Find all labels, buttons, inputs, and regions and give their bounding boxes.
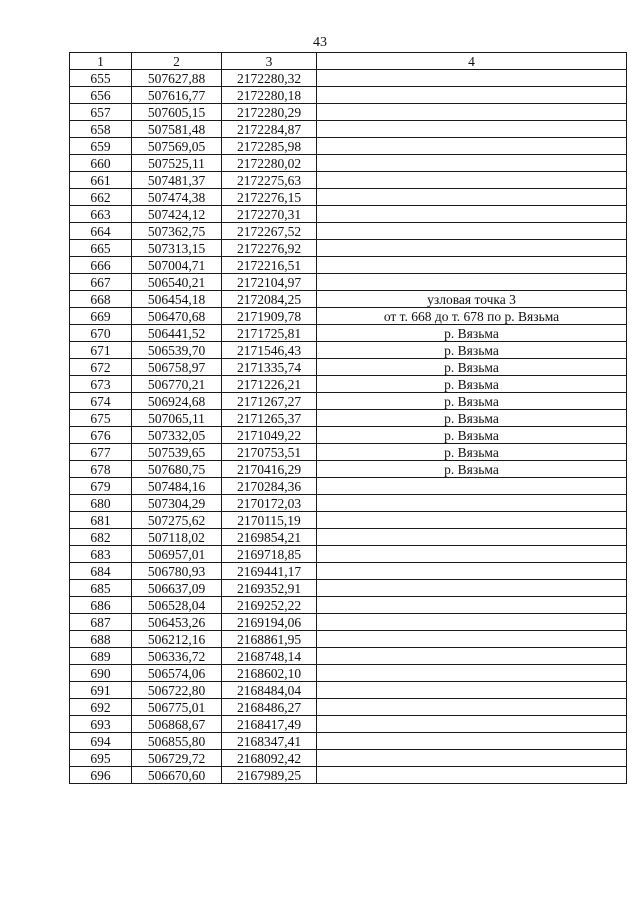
- description-cell: [317, 138, 627, 155]
- point-number-cell: 690: [70, 665, 132, 682]
- table-row: [70, 529, 627, 546]
- x-coordinate-cell: 507680,75: [132, 461, 222, 478]
- table-row: [70, 342, 627, 359]
- y-coordinate-cell: 2172267,52: [222, 223, 317, 240]
- column-header-x: 2: [132, 53, 222, 70]
- x-coordinate-cell: 506770,21: [132, 376, 222, 393]
- point-number-cell: 678: [70, 461, 132, 478]
- description-cell: [317, 478, 627, 495]
- x-coordinate-cell: 506540,21: [132, 274, 222, 291]
- coordinates-table: [69, 52, 627, 784]
- y-coordinate-cell: 2172280,02: [222, 155, 317, 172]
- table-row: [70, 172, 627, 189]
- description-cell: [317, 240, 627, 257]
- point-number-cell: 656: [70, 87, 132, 104]
- table-row: [70, 546, 627, 563]
- point-number-cell: 682: [70, 529, 132, 546]
- table-row: [70, 495, 627, 512]
- table-row: [70, 376, 627, 393]
- y-coordinate-cell: 2170115,19: [222, 512, 317, 529]
- description-cell: р. Вязьма: [317, 444, 627, 461]
- point-number-cell: 680: [70, 495, 132, 512]
- y-coordinate-cell: 2172216,51: [222, 257, 317, 274]
- y-coordinate-cell: 2168486,27: [222, 699, 317, 716]
- point-number-cell: 667: [70, 274, 132, 291]
- x-coordinate-cell: 506670,60: [132, 767, 222, 784]
- table-row: [70, 512, 627, 529]
- point-number-cell: 694: [70, 733, 132, 750]
- x-coordinate-cell: 507481,37: [132, 172, 222, 189]
- point-number-cell: 689: [70, 648, 132, 665]
- x-coordinate-cell: 506957,01: [132, 546, 222, 563]
- y-coordinate-cell: 2170753,51: [222, 444, 317, 461]
- x-coordinate-cell: 507304,29: [132, 495, 222, 512]
- y-coordinate-cell: 2169441,17: [222, 563, 317, 580]
- table-row: [70, 104, 627, 121]
- x-coordinate-cell: 506775,01: [132, 699, 222, 716]
- description-cell: [317, 206, 627, 223]
- x-coordinate-cell: 507616,77: [132, 87, 222, 104]
- description-cell: р. Вязьма: [317, 376, 627, 393]
- point-number-cell: 692: [70, 699, 132, 716]
- description-cell: [317, 665, 627, 682]
- y-coordinate-cell: 2168602,10: [222, 665, 317, 682]
- description-cell: [317, 172, 627, 189]
- description-cell: [317, 767, 627, 784]
- x-coordinate-cell: 506212,16: [132, 631, 222, 648]
- x-coordinate-cell: 507313,15: [132, 240, 222, 257]
- y-coordinate-cell: 2172084,25: [222, 291, 317, 308]
- table-row: [70, 733, 627, 750]
- table-row: [70, 767, 627, 784]
- point-number-cell: 669: [70, 308, 132, 325]
- description-cell: [317, 546, 627, 563]
- table-row: [70, 682, 627, 699]
- x-coordinate-cell: 506855,80: [132, 733, 222, 750]
- description-cell: [317, 682, 627, 699]
- x-coordinate-cell: 507065,11: [132, 410, 222, 427]
- description-cell: [317, 155, 627, 172]
- y-coordinate-cell: 2171049,22: [222, 427, 317, 444]
- y-coordinate-cell: 2170284,36: [222, 478, 317, 495]
- description-cell: [317, 648, 627, 665]
- description-cell: р. Вязьма: [317, 359, 627, 376]
- point-number-cell: 681: [70, 512, 132, 529]
- table-row: [70, 665, 627, 682]
- y-coordinate-cell: 2167989,25: [222, 767, 317, 784]
- x-coordinate-cell: 506924,68: [132, 393, 222, 410]
- y-coordinate-cell: 2168347,41: [222, 733, 317, 750]
- y-coordinate-cell: 2171909,78: [222, 308, 317, 325]
- y-coordinate-cell: 2171265,37: [222, 410, 317, 427]
- table-row: [70, 410, 627, 427]
- y-coordinate-cell: 2169252,22: [222, 597, 317, 614]
- x-coordinate-cell: 507118,02: [132, 529, 222, 546]
- y-coordinate-cell: 2172280,29: [222, 104, 317, 121]
- table-row: [70, 563, 627, 580]
- x-coordinate-cell: 507332,05: [132, 427, 222, 444]
- description-cell: р. Вязьма: [317, 342, 627, 359]
- x-coordinate-cell: 506539,70: [132, 342, 222, 359]
- point-number-cell: 676: [70, 427, 132, 444]
- point-number-cell: 691: [70, 682, 132, 699]
- table-row: [70, 699, 627, 716]
- description-cell: [317, 223, 627, 240]
- point-number-cell: 661: [70, 172, 132, 189]
- x-coordinate-cell: 506454,18: [132, 291, 222, 308]
- table-row: [70, 580, 627, 597]
- description-cell: [317, 189, 627, 206]
- table-row: [70, 444, 627, 461]
- description-cell: от т. 668 до т. 678 по р. Вязьма: [317, 308, 627, 325]
- description-cell: [317, 104, 627, 121]
- description-cell: [317, 87, 627, 104]
- x-coordinate-cell: 506574,06: [132, 665, 222, 682]
- x-coordinate-cell: 506780,93: [132, 563, 222, 580]
- y-coordinate-cell: 2168484,04: [222, 682, 317, 699]
- column-header-point: 1: [70, 53, 132, 70]
- table-row: [70, 614, 627, 631]
- x-coordinate-cell: 506528,04: [132, 597, 222, 614]
- x-coordinate-cell: 506336,72: [132, 648, 222, 665]
- description-cell: р. Вязьма: [317, 427, 627, 444]
- description-cell: [317, 563, 627, 580]
- x-coordinate-cell: 507275,62: [132, 512, 222, 529]
- table-row: [70, 750, 627, 767]
- x-coordinate-cell: 507424,12: [132, 206, 222, 223]
- x-coordinate-cell: 507004,71: [132, 257, 222, 274]
- y-coordinate-cell: 2172285,98: [222, 138, 317, 155]
- description-cell: [317, 512, 627, 529]
- y-coordinate-cell: 2169194,06: [222, 614, 317, 631]
- description-cell: р. Вязьма: [317, 461, 627, 478]
- y-coordinate-cell: 2171335,74: [222, 359, 317, 376]
- y-coordinate-cell: 2169718,85: [222, 546, 317, 563]
- point-number-cell: 668: [70, 291, 132, 308]
- description-cell: [317, 580, 627, 597]
- point-number-cell: 666: [70, 257, 132, 274]
- description-cell: [317, 274, 627, 291]
- description-cell: [317, 529, 627, 546]
- point-number-cell: 684: [70, 563, 132, 580]
- table-row: [70, 716, 627, 733]
- x-coordinate-cell: 507484,16: [132, 478, 222, 495]
- point-number-cell: 674: [70, 393, 132, 410]
- y-coordinate-cell: 2168861,95: [222, 631, 317, 648]
- point-number-cell: 683: [70, 546, 132, 563]
- point-number-cell: 671: [70, 342, 132, 359]
- table-row: [70, 155, 627, 172]
- point-number-cell: 687: [70, 614, 132, 631]
- table-row: [70, 291, 627, 308]
- description-cell: [317, 597, 627, 614]
- x-coordinate-cell: 507605,15: [132, 104, 222, 121]
- point-number-cell: 675: [70, 410, 132, 427]
- point-number-cell: 693: [70, 716, 132, 733]
- table-row: [70, 206, 627, 223]
- table-row: [70, 461, 627, 478]
- table-row: [70, 631, 627, 648]
- description-cell: [317, 733, 627, 750]
- point-number-cell: 662: [70, 189, 132, 206]
- y-coordinate-cell: 2171226,21: [222, 376, 317, 393]
- x-coordinate-cell: 507362,75: [132, 223, 222, 240]
- column-header-description: 4: [317, 53, 627, 70]
- description-cell: р. Вязьма: [317, 410, 627, 427]
- description-cell: р. Вязьма: [317, 393, 627, 410]
- point-number-cell: 665: [70, 240, 132, 257]
- point-number-cell: 670: [70, 325, 132, 342]
- x-coordinate-cell: 507581,48: [132, 121, 222, 138]
- x-coordinate-cell: 507539,65: [132, 444, 222, 461]
- y-coordinate-cell: 2168748,14: [222, 648, 317, 665]
- y-coordinate-cell: 2172276,92: [222, 240, 317, 257]
- description-cell: [317, 495, 627, 512]
- y-coordinate-cell: 2172270,31: [222, 206, 317, 223]
- y-coordinate-cell: 2168417,49: [222, 716, 317, 733]
- y-coordinate-cell: 2172276,15: [222, 189, 317, 206]
- y-coordinate-cell: 2172280,18: [222, 87, 317, 104]
- y-coordinate-cell: 2168092,42: [222, 750, 317, 767]
- x-coordinate-cell: 507569,05: [132, 138, 222, 155]
- table-row: [70, 121, 627, 138]
- point-number-cell: 685: [70, 580, 132, 597]
- x-coordinate-cell: 507627,88: [132, 70, 222, 87]
- point-number-cell: 655: [70, 70, 132, 87]
- table-row: [70, 223, 627, 240]
- y-coordinate-cell: 2171267,27: [222, 393, 317, 410]
- x-coordinate-cell: 506441,52: [132, 325, 222, 342]
- table-row: [70, 70, 627, 87]
- y-coordinate-cell: 2172104,97: [222, 274, 317, 291]
- table-row: [70, 257, 627, 274]
- table-row: [70, 648, 627, 665]
- point-number-cell: 659: [70, 138, 132, 155]
- table-row: [70, 597, 627, 614]
- y-coordinate-cell: 2172280,32: [222, 70, 317, 87]
- x-coordinate-cell: 506470,68: [132, 308, 222, 325]
- y-coordinate-cell: 2169854,21: [222, 529, 317, 546]
- description-cell: р. Вязьма: [317, 325, 627, 342]
- y-coordinate-cell: 2169352,91: [222, 580, 317, 597]
- table-row: [70, 240, 627, 257]
- point-number-cell: 657: [70, 104, 132, 121]
- table-header-row: [70, 53, 627, 70]
- y-coordinate-cell: 2171725,81: [222, 325, 317, 342]
- x-coordinate-cell: 506729,72: [132, 750, 222, 767]
- description-cell: [317, 750, 627, 767]
- table-row: [70, 393, 627, 410]
- point-number-cell: 660: [70, 155, 132, 172]
- description-cell: узловая точка 3: [317, 291, 627, 308]
- description-cell: [317, 699, 627, 716]
- x-coordinate-cell: 506637,09: [132, 580, 222, 597]
- table-row: [70, 308, 627, 325]
- table-row: [70, 427, 627, 444]
- point-number-cell: 664: [70, 223, 132, 240]
- table-row: [70, 325, 627, 342]
- point-number-cell: 688: [70, 631, 132, 648]
- y-coordinate-cell: 2172284,87: [222, 121, 317, 138]
- page-number: 43: [313, 35, 327, 50]
- y-coordinate-cell: 2171546,43: [222, 342, 317, 359]
- point-number-cell: 695: [70, 750, 132, 767]
- point-number-cell: 658: [70, 121, 132, 138]
- table-row: [70, 138, 627, 155]
- x-coordinate-cell: 507474,38: [132, 189, 222, 206]
- description-cell: [317, 716, 627, 733]
- table-body: [70, 70, 627, 784]
- table-row: [70, 189, 627, 206]
- description-cell: [317, 631, 627, 648]
- y-coordinate-cell: 2172275,63: [222, 172, 317, 189]
- table-row: [70, 87, 627, 104]
- point-number-cell: 679: [70, 478, 132, 495]
- x-coordinate-cell: 506722,80: [132, 682, 222, 699]
- description-cell: [317, 121, 627, 138]
- x-coordinate-cell: 506868,67: [132, 716, 222, 733]
- point-number-cell: 673: [70, 376, 132, 393]
- point-number-cell: 696: [70, 767, 132, 784]
- column-header-y: 3: [222, 53, 317, 70]
- description-cell: [317, 257, 627, 274]
- x-coordinate-cell: 506453,26: [132, 614, 222, 631]
- table-row: [70, 478, 627, 495]
- table-row: [70, 359, 627, 376]
- x-coordinate-cell: 506758,97: [132, 359, 222, 376]
- point-number-cell: 672: [70, 359, 132, 376]
- y-coordinate-cell: 2170172,03: [222, 495, 317, 512]
- description-cell: [317, 70, 627, 87]
- y-coordinate-cell: 2170416,29: [222, 461, 317, 478]
- point-number-cell: 663: [70, 206, 132, 223]
- description-cell: [317, 614, 627, 631]
- table-row: [70, 274, 627, 291]
- point-number-cell: 686: [70, 597, 132, 614]
- x-coordinate-cell: 507525,11: [132, 155, 222, 172]
- point-number-cell: 677: [70, 444, 132, 461]
